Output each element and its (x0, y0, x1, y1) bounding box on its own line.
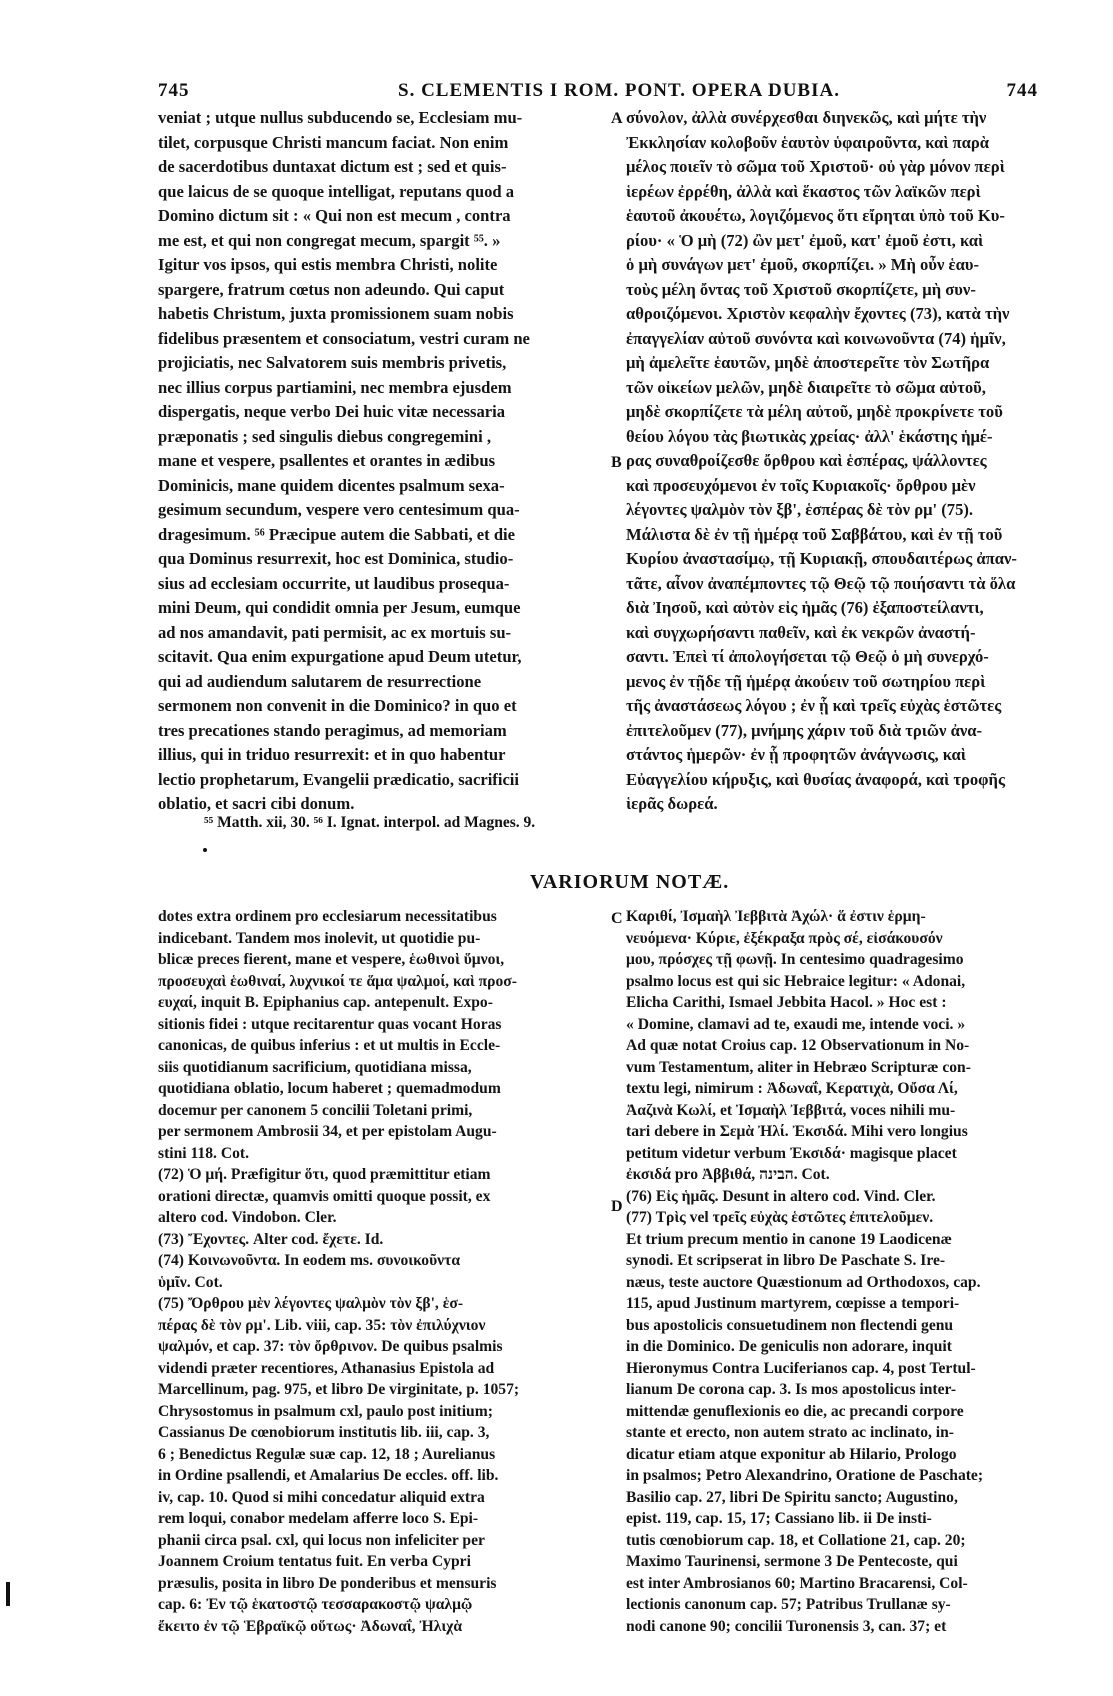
greek-text-line: τῆς ἀναστάσεως λόγου ; ἐν ᾗ καὶ τρεῖς εὐχὰς ἑστῶτες (626, 696, 1002, 715)
note-line: in psalmos; Petro Alexandrino, Oratione de Paschate; (626, 1467, 984, 1484)
greek-text-line: ἐπαγγελίαν αὐτοῦ συνόντα καὶ κοινωνοῦντα (74) ἡμῖν, (626, 328, 1006, 348)
note-line: ψαλμόν, et cap. 37: τὸν ὄρθρινον. De quibus psalmis (158, 1338, 503, 1355)
note-line: ἐκσιδά pro Ἀββιθά, הבינה. Cot. (626, 1166, 830, 1183)
note-line: dicatur etiam atque exponitur ab Hilario, Prologo (626, 1445, 957, 1463)
note-line: (73) Ἔχοντες. Alter cod. ἔχετε. Id. (158, 1230, 384, 1248)
latin-text-line: sius ad ecclesiam occurrite, ut laudibus prosequa- (158, 573, 510, 593)
note-line: siis quotidianum sacrificium, quotidiana missa, (158, 1058, 472, 1076)
latin-text-line: illius, qui in triduo resurrexit: et in quo habentur (158, 745, 506, 764)
latin-text-line: fidelibus præsentem et consociatum, vestri curam ne (158, 328, 530, 348)
note-line: ἔκειτο ἐν τῷ Ἑβραϊκῷ οὕτως· Ἀδωναΐ, Ἠλιχὰ (158, 1617, 463, 1635)
greek-text-line: ρας συναθροίζεσθε ὄρθρου καὶ ἑσπέρας, ψάλλοντες (626, 451, 987, 470)
note-line: 6 ; Benedictus Regulæ suæ cap. 12, 18 ; Aurelianus (158, 1445, 496, 1463)
note-line: Maximo Taurinensi, sermone 3 De Pentecoste, qui (626, 1553, 958, 1570)
latin-text-line: qui ad audiendum salutarem de resurrectione (158, 671, 482, 691)
latin-text-line: habetis Christum, juxta promissionem suam nobis (158, 304, 514, 323)
note-line: næus, teste auctore Quæstionum ad Orthodoxos, cap. (626, 1273, 981, 1291)
notes-left-column (158, 906, 612, 1637)
note-line: 115, apud Justinum martyrem, cœpisse a tempori- (626, 1295, 960, 1312)
greek-text-line: ἐπιτελοῦμεν (77), μνήμης χάριν τοῦ διὰ τριῶν ἀνα- (626, 720, 983, 740)
note-line: docemur per canonem 5 concilii Toletani primi, (158, 1101, 473, 1119)
greek-text-line: Ἐκκλησίαν κολοβοῦν ἑαυτὸν ὑφαιροῦντα, καὶ παρὰ (626, 132, 990, 152)
note-line: lianum De corona cap. 3. Is mos apostolicus inter- (626, 1381, 957, 1398)
note-line: iv, cap. 10. Quod si mihi concedatur aliquid extra (158, 1488, 485, 1506)
note-line: lectionis canonum cap. 57; Patribus Trullanæ sy- (626, 1596, 951, 1613)
latin-text-column (158, 106, 608, 817)
latin-text-line: spargere, fratrum cœtus non adeundo. Qui caput (158, 279, 505, 299)
note-line: altero cod. Vindobon. Cler. (158, 1209, 337, 1226)
latin-text-line: Dominicis, mane quidem dicentes psalmum sexa- (158, 475, 505, 495)
note-line: stante et erecto, non autem strato ac inclinato, in- (626, 1424, 954, 1441)
greek-text-line: Μάλιστα δὲ ἐν τῇ ἡμέρᾳ τοῦ Σαββάτου, καὶ ἐν τῇ τοῦ (626, 524, 1003, 544)
greek-text-line: τῶν οἰκείων μελῶν, μηδὲ διαιρεῖτε τὸ σῶμα αὐτοῦ, (626, 377, 986, 397)
note-line: per sermonem Ambrosii 34, et per epistolam Augu- (158, 1123, 497, 1140)
note-line: προσευχαὶ ἑωθιναί, λυχνικοί τε ἅμα ψαλμοί, καὶ προσ- (158, 972, 517, 990)
section-letter-a: A (611, 110, 623, 127)
greek-text-line: ρίου· « Ὁ μὴ (72) ὢν μετ' ἐμοῦ, κατ' ἐμοῦ ἐστι, καὶ (626, 230, 984, 250)
note-line: (75) Ὄρθρου μὲν λέγοντες ψαλμὸν τὸν ξβ', ἑσ- (158, 1295, 464, 1312)
note-line: indicebant. Tandem mos inolevit, ut quotidie pu- (158, 929, 481, 947)
note-line: epist. 119, cap. 15, 17; Cassiano lib. ii De insti- (626, 1510, 932, 1527)
note-line: psalmo locus est qui sic Hebraice legitur: « Adonai, (626, 972, 966, 990)
note-line: Καριθί, Ἰσμαὴλ Ἰεββιτὰ Ἀχώλ· ἅ ἐστιν ἑρμη- (626, 908, 926, 925)
scripture-references: ⁵⁵ Matth. xii, 30. ⁵⁶ I. Ignat. interpol. ad Magnes. 9. (204, 814, 536, 831)
note-line: phanii circa psal. cxl, qui locus non infeliciter per (158, 1531, 485, 1549)
latin-text-line: que laicus de se quoque intelligat, reputans quod a (158, 181, 515, 201)
note-line: Ad quæ notat Croius cap. 12 Observationum in No- (626, 1037, 970, 1054)
note-line: quotidiana oblatio, locum haberet ; quemadmodum (158, 1080, 501, 1097)
note-line: stini 118. Cot. (158, 1144, 249, 1162)
greek-text-line: Κυρίου ἀναστασίμῳ, τῇ Κυριακῇ, σπουδαιτέρως ἀπαν- (626, 549, 1017, 568)
note-line: (74) Κοινωνοῦντα. In eodem ms. συνοικοῦντα (158, 1252, 461, 1269)
greek-text-line: μενος ἐν τῇδε τῇ ἡμέρᾳ ἀκούειν τοῦ σωτηρίου περὶ (626, 671, 986, 691)
latin-text-line: præponatis ; sed singulis diebus congregemini , (158, 426, 492, 446)
page-number-right: 744 (1006, 80, 1038, 101)
greek-text-line: ἑαυτοῦ ἀκουέτω, λογιζόμενος ὅτι εἴρηται ὑπὸ τοῦ Κυ- (626, 206, 1005, 225)
note-line: tutis cœnobiorum cap. 18, et Collatione 21, cap. 20; (626, 1531, 966, 1549)
note-line: Basilio cap. 27, libri De Spiritu sancto; Augustino, (626, 1488, 958, 1506)
latin-text-line: dragesimum. ⁵⁶ Præcipue autem die Sabbati, et die (158, 524, 516, 544)
note-line: in Ordine psallendi, et Amalarius De eccles. off. lib. (158, 1467, 499, 1484)
greek-text-line: μέλος ποιεῖν τὸ σῶμα τοῦ Χριστοῦ· οὐ γὰρ μόνον περὶ (626, 157, 1005, 176)
note-line: vum Testamentum, aliter in Hebræo Scripturæ con- (626, 1058, 971, 1076)
running-title: S. CLEMENTIS I ROM. PONT. OPERA DUBIA. (398, 80, 840, 101)
bullet-dot (203, 848, 207, 852)
note-line: Ἀαζινὰ Κωλί, et Ἰσμαὴλ Ἰεββιτά, voces nihili mu- (626, 1101, 956, 1119)
note-line: blicæ preces fierent, mane et vespere, ἑωθινοὶ ὕμνοι, (158, 951, 505, 968)
notes-right-column (626, 906, 1038, 1637)
greek-text-line: ἱερέων ἐρρέθη, ἀλλὰ καὶ ἕκαστος τῶν λαϊκῶν περὶ (626, 181, 981, 201)
note-line: bus apostolicis consuetudinem non flectendi genu (626, 1316, 954, 1334)
latin-text-line: Igitur vos ipsos, qui estis membra Christi, nolite (158, 255, 498, 274)
greek-text-line: καὶ προσευχόμενοι ἐν τοῖς Κυριακοῖς· ὄρθρου μὲν (626, 475, 976, 495)
greek-text-line: καὶ συγχωρήσαντι παθεῖν, καὶ ἐκ νεκρῶν ἀναστή- (626, 622, 976, 642)
latin-text-line: scitavit. Qua enim expurgatione apud Deum utetur, (158, 647, 522, 666)
note-line: (76) Εἰς ἡμᾶς. Desunt in altero cod. Vind. Cler. (626, 1187, 936, 1205)
page-number-left: 745 (158, 80, 190, 101)
note-line: Et trium precum mentio in canone 19 Laodicenæ (626, 1230, 952, 1248)
note-line: orationi directæ, quamvis omitti quoque possit, ex (158, 1187, 491, 1205)
note-line: Cassianus De cœnobiorum institutis lib. iii, cap. 3, (158, 1424, 490, 1441)
greek-text-line: αθροιζόμενοι. Χριστὸν κεφαλὴν ἔχοντες (73), κατὰ τὴν (626, 304, 1010, 323)
note-line: dotes extra ordinem pro ecclesiarum necessitatibus (158, 908, 497, 925)
latin-text-line: Domino dictum sit : « Qui non est mecum , contra (158, 206, 511, 225)
latin-text-line: qua Dominus resurrexit, hoc est Dominica, studio- (158, 549, 514, 568)
latin-text-line: nec illius corpus partiamini, nec membra ejusdem (158, 377, 512, 397)
note-line: Hieronymus Contra Luciferianos cap. 4, post Tertul- (626, 1359, 976, 1377)
note-line: canonicas, de quibus inferius : et ut multis in Eccle- (158, 1037, 501, 1054)
section-letter-b: B (611, 454, 622, 471)
note-line: ὑμῖν. Cot. (158, 1273, 223, 1291)
latin-text-line: tres precationes stando peragimus, ad memoriam (158, 720, 507, 740)
latin-text-line: gesimum secundum, vespere vero centesimum qua- (158, 500, 520, 519)
greek-text-line: τᾶτε, αἶνον ἀναπέμποντες τῷ Θεῷ τῷ ποιήσαντι τὰ ὅλα (626, 573, 1016, 593)
latin-text-line: mini Deum, qui condidit omnia per Jesum, eumque (158, 598, 521, 617)
note-line: (77) Τρὶς vel τρεῖς εὐχὰς ἑστῶτες ἐπιτελοῦμεν. (626, 1209, 934, 1226)
scan-margin-mark (6, 1582, 10, 1606)
section-letter-c: C (611, 910, 623, 927)
note-line: præsulis, posita in libro De ponderibus et mensuris (158, 1574, 497, 1592)
latin-text-line: ad nos amandavit, pati permisit, ac ex mortuis su- (158, 622, 512, 642)
note-line: est inter Ambrosianos 60; Martino Bracarensi, Col- (626, 1574, 968, 1592)
greek-text-line: στάντος ἡμερῶν· ἐν ᾗ προφητῶν ἀνάγνωσις, καὶ (626, 745, 966, 764)
greek-text-line: ἱερᾶς δωρεά. (626, 794, 718, 813)
note-line: (72) Ὁ μή. Præfigitur ὅτι, quod præmittitur etiam (158, 1166, 491, 1183)
running-head (158, 80, 1038, 104)
greek-text-line: Εὐαγγελίου κήρυξις, καὶ θυσίας ἀναφορά, καὶ τροφῆς (626, 769, 1005, 789)
note-line: in die Dominico. De geniculis non adorare, inquit (626, 1338, 952, 1355)
note-line: sitionis fidei : utque recitarentur quas vocant Horas (158, 1015, 502, 1033)
greek-text-line: σύνολον, ἀλλὰ συνέρχεσθαι διηνεκῶς, καὶ μήτε τὴν (626, 108, 987, 127)
greek-text-line: ὁ μὴ συνάγων μετ' ἐμοῦ, σκορπίζει. » Μὴ οὖν ἑαυ- (626, 255, 979, 274)
note-line: petitum videtur verbum Ἐκσιδά· magisque placet (626, 1144, 957, 1162)
notes-heading: VARIORUM NOTÆ. (530, 871, 730, 893)
note-line: μου, πρόσχες τῇ φωνῇ. In centesimo quadragesimo (626, 951, 964, 968)
note-line: cap. 6: Ἐν τῷ ἑκατοστῷ τεσσαρακοστῷ ψαλμῷ (158, 1596, 473, 1613)
greek-text-line: τοὺς μέλη ὄντας τοῦ Χριστοῦ σκορπίζετε, μὴ συν- (626, 279, 976, 299)
note-line: tari debere in Σεμὰ Ἠλί. Ἐκσιδά. Mihi vero longius (626, 1123, 968, 1140)
latin-text-line: lectio prophetarum, Evangelii prædicatio, sacrificii (158, 769, 520, 789)
section-letter-d: D (611, 1198, 623, 1215)
note-line: Elicha Carithi, Ismael Jebbita Hacol. » Hoc est : (626, 994, 947, 1011)
greek-text-line: θείου λόγου τὰς βιωτικὰς χρείας· ἀλλ' ἑκάστης ἡμέ- (626, 426, 993, 446)
note-line: Marcellinum, pag. 975, et libro De virginitate, p. 1057; (158, 1381, 520, 1398)
latin-text-line: de sacerdotibus duntaxat dictum est ; sed et quis- (158, 157, 507, 176)
latin-text-line: tilet, corpusque Christi mancum faciat. Non enim (158, 132, 509, 152)
latin-text-line: sermonem non convenit in die Dominico? in quo et (158, 696, 517, 715)
latin-text-line: me est, et qui non congregat mecum, spargit ⁵⁵. » (158, 230, 501, 250)
note-line: « Domine, clamavi ad te, exaudi me, intende voci. » (626, 1015, 966, 1033)
greek-text-line: μηδὲ σκορπίζετε τὰ μέλη αὐτοῦ, μηδὲ προκρίνετε τοῦ (626, 402, 1003, 421)
latin-text-line: dispergatis, neque verbo Dei huic vitæ necessaria (158, 402, 506, 421)
greek-text-line: σαντι. Ἐπεὶ τί ἀπολογήσεται τῷ Θεῷ ὁ μὴ συνερχό- (626, 647, 989, 666)
greek-text-column (626, 106, 1038, 817)
greek-text-line: διὰ Ἰησοῦ, καὶ αὐτὸν εἰς ἡμᾶς (76) ἐξαποστείλαντι, (626, 598, 984, 617)
note-line: synodi. Et scripserat in libro De Paschate S. Ire- (626, 1252, 946, 1269)
note-line: mittendæ genuflexionis eo die, ac precandi corpore (626, 1402, 964, 1420)
note-line: Chrysostomus in psalmum cxl, paulo post initium; (158, 1402, 493, 1420)
greek-text-line: μὴ ἀμελεῖτε ἑαυτῶν, μηδὲ ἀποστερεῖτε τὸν Σωτῆρα (626, 353, 990, 372)
note-line: ευχαί, inquit B. Epiphanius cap. antepenult. Expo- (158, 994, 493, 1011)
note-line: rem loqui, conabor medelam afferre loco S. Epi- (158, 1510, 479, 1527)
latin-text-line: veniat ; utque nullus subducendo se, Ecclesiam mu- (158, 108, 523, 127)
note-line: nodi canone 90; concilii Turonensis 3, can. 37; et (626, 1617, 947, 1635)
latin-text-line: oblatio, et sacri cibi donum. (158, 794, 355, 813)
note-line: πέρας δὲ τὸν ρμ'. Lib. viii, cap. 35: τὸν ἐπιλύχνιον (158, 1316, 486, 1334)
note-line: Joannem Croium tentatus fuit. En verba Cypri (158, 1553, 471, 1570)
note-line: textu legi, nimirum : Ἀδωναΐ, Κερατιχὰ, Οὔσα Λί, (626, 1080, 958, 1097)
note-line: videndi præter recentiores, Athanasius Epistola ad (158, 1359, 495, 1377)
greek-text-line: λέγοντες ψαλμὸν τὸν ξβ', ἑσπέρας δὲ τὸν ρμ' (75). (626, 500, 974, 519)
note-line: νευόμενα· Κύριε, ἐξέκραξα πρὸς σέ, εἰσάκουσόν (626, 929, 943, 947)
latin-text-line: projiciatis, nec Salvatorem suis membris privetis, (158, 353, 507, 372)
latin-text-line: mane et vespere, psallentes et orantes in ædibus (158, 451, 496, 470)
